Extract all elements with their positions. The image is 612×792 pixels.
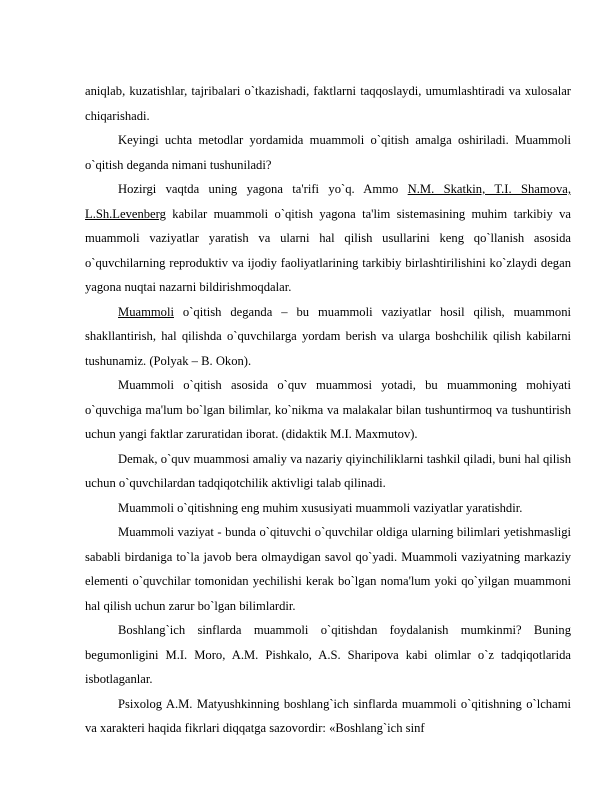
paragraph-text: Psixolog A.M. Matyushkinning boshlang`ich sinflarda muammoli o`qitishning o`lchami va xarakteri haqida fikrlari diqqatga sazovordir: «Boshlang`ich sinf xyxy=(85,696,571,735)
paragraph-text: Keyingi uchta metodlar yordamida muammoli o`qitish amalga oshiriladi. Muammoli o`qitish deganda nimani tushuniladi? xyxy=(85,133,571,172)
paragraph-text: Muammoli o`qitish asosida o`quv muammosi yotadi, bu muammoning mohiyati o`quvchiga ma'lum bo`lgan bilimlar, ko`nikma va malakalar bilan tushuntirmoq va tushuntirish uchun yangi faktlar zaruratidan iborat. (didaktik M.I. Maxmutov). xyxy=(85,378,571,441)
paragraph-text-end: o`qitish deganda – bu muammoli vaziyatlar hosil qilish, muammoni shakllantirish, hal qilishda o`quvchilarga yordam berish va ularga boshchilik qilish kabilarni tushunamiz. (Polyak – B. Okon). xyxy=(85,304,571,368)
term-underlined: Muammoli xyxy=(118,304,174,319)
paragraph-10 xyxy=(85,692,571,741)
paragraph-1 xyxy=(85,79,571,128)
paragraph-text: Boshlang`ich sinflarda muammoli o`qitishdan foydalanish mumkinmi? Buning begumonligini M.I. Moro, A.M. Pishkalo, A.S. Sharipova kabi olimlar o`z tadqiqotlarida isbotlaganlar. xyxy=(85,623,571,686)
paragraph-8 xyxy=(85,520,571,618)
paragraph-text: Demak, o`quv muammosi amaliy va nazariy qiyinchiliklarni tashkil qiladi, buni hal qilish uchun o`quvchilardan tadqiqotchilik aktivligi talab qilinadi. xyxy=(85,451,571,490)
document-page xyxy=(85,0,571,741)
paragraph-text: aniqlab, kuzatishlar, tajribalari o`tkazishadi, faktlarni taqqoslaydi, umumlashtiradi va xulosalar chiqarishadi. xyxy=(85,84,571,123)
paragraph-text-start: Hozirgi vaqtda uning yagona ta'rifi yo`q. Ammo xyxy=(118,182,408,196)
paragraph-6 xyxy=(85,447,571,496)
paragraph-4 xyxy=(85,300,571,374)
paragraph-text: Muammoli o`qitishning eng muhim xususiyati muammoli vaziyatlar yaratishdir. xyxy=(118,500,523,515)
paragraph-3 xyxy=(85,177,571,300)
paragraph-9 xyxy=(85,618,571,692)
paragraph-text-end: kabilar muammoli o`qitish yagona ta'lim sistemasining muhim tarkibiy va muammoli vaziyatlar yaratish va ularni hal qilish usullarini keng qo`llanish asosida o`quvchilarning reproduktiv va ijodiy faoliyatlarining tarkibiy birlashtirilishini ko`zlaydi degan yagona nuqtai nazarni bildirishmoqdalar. xyxy=(85,206,571,294)
paragraph-2 xyxy=(85,128,571,177)
authors-underlined: N.M. Skatkin, T.I. Shamova, L.Sh.Levenberg xyxy=(85,182,571,221)
paragraph-7 xyxy=(85,496,571,521)
paragraph-5 xyxy=(85,373,571,447)
paragraph-text: Muammoli vaziyat - bunda o`qituvchi o`quvchilar oldiga ularning bilimlari yetishmasligi sababli birdaniga to`la javob bera olmaydigan savol qo`yadi. Muammoli vaziyatning markaziy elementi o`quvchilar tomonidan yechilishi kerak bo`lgan noma'lum yoki qo`yilgan muammoni hal qilish uchun zarur bo`lgan bilimlardir. xyxy=(85,525,571,613)
